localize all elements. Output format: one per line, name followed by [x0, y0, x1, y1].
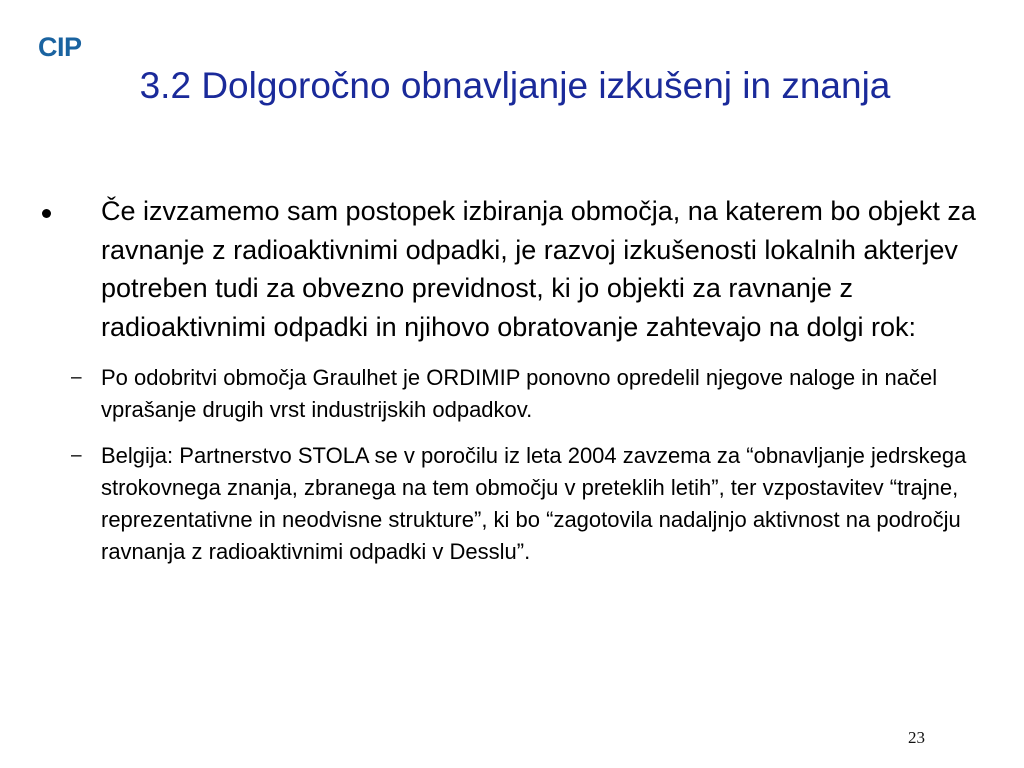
bullet-item: [30, 192, 1015, 568]
bullet-text: Če izvzamemo sam postopek izbiranja območja, na katerem bo objekt za ravnanje z radioaktivnimi odpadki, je razvoj izkušenosti lokalnih akterjev potreben tudi za obvezno previdnost, ki jo objekti za ravnanje z radioaktivnimi odpadki in njihovo obratovanje zahtevajo na dolgi rok:: [101, 196, 976, 342]
dash-marker-icon: –: [71, 367, 82, 388]
slide-title: 3.2 Dolgoročno obnavljanje izkušenj in znanja: [139, 65, 891, 106]
sub-bullet-text: Po odobritvi območja Graulhet je ORDIMIP ponovno opredelil njegove naloge in načel vprašanje drugih vrst industrijskih odpadkov.: [101, 365, 938, 422]
bullet-dot-icon: [42, 209, 51, 218]
sub-bullet-text: Belgija: Partnerstvo STOLA se v poročilu iz leta 2004 zavzema za “obnavljanje jedrskega strokovnega znanja, zbranega na tem območju v preteklih letih”, ter vzpostavitev “trajne, reprezentativne in neodvisne strukture”, ki bo “zagotovila nadaljnjo aktivnost na področju ravnanja z radioaktivnimi odpadki v Desslu”.: [101, 443, 967, 564]
slide-content: [30, 192, 1015, 582]
sub-bullet-item: [71, 362, 1015, 426]
cip-logo: CIP: [38, 32, 82, 62]
dash-marker-icon: –: [71, 445, 82, 466]
page-number: 23: [908, 728, 925, 747]
sub-bullet-list: [71, 346, 1015, 568]
sub-bullet-item: [71, 440, 1015, 568]
